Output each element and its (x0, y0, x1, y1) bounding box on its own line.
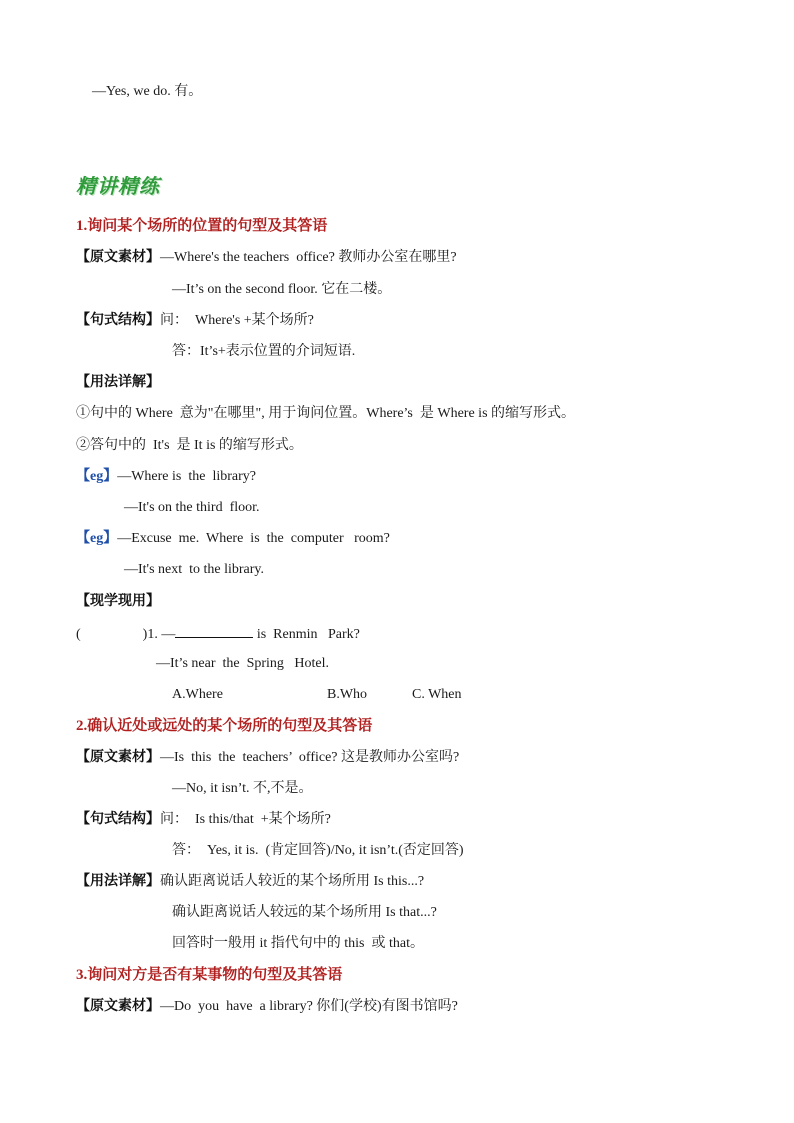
source-label: 【原文素材】 (76, 999, 160, 1014)
option-b: B.Who (327, 687, 368, 702)
question-rest: is Renmin Park? (253, 627, 360, 642)
source-question: —Do you have a library? 你们(学校)有图书馆吗? (160, 999, 458, 1014)
example-1-line (76, 467, 256, 487)
example-1-question: —Where is the library? (117, 469, 256, 484)
example-1-answer: —It's on the third floor. (124, 500, 260, 515)
structure-question: 问： Is this/that +某个场所? (160, 812, 331, 827)
question-number: )1. — (142, 627, 176, 642)
usage-point-2: ②答句中的 It's 是 It is 的缩写形式。 (76, 438, 303, 453)
source-answer: —No, it isn’t. 不,不是。 (172, 781, 313, 796)
s2-heading: 2.确认近处或远处的某个场所的句型及其答语 (76, 718, 373, 734)
s2-usage-line (76, 872, 424, 892)
practice-answer: —It’s near the Spring Hotel. (156, 656, 330, 671)
usage-label: 【用法详解】 (76, 874, 160, 889)
example-2-line (76, 529, 390, 549)
eg-label: 【eg】 (76, 531, 118, 546)
source-label: 【原文素材】 (76, 250, 160, 265)
s1-source-line (76, 248, 457, 268)
structure-answer: 答： Yes, it is. (肯定回答)/No, it isn’t.(否定回答) (172, 843, 464, 858)
structure-question: 问： Where's +某个场所? (160, 313, 314, 328)
s3-heading: 3.询问对方是否有某事物的句型及其答语 (76, 967, 343, 983)
s1-heading: 1.询问某个场所的位置的句型及其答语 (76, 218, 328, 234)
answer-paren-open: ( (76, 627, 81, 642)
s3-source-line (76, 997, 458, 1017)
structure-label: 【句式结构】 (76, 812, 160, 827)
source-question: —Where's the teachers office? 教师办公室在哪里? (160, 250, 457, 265)
source-label: 【原文素材】 (76, 750, 160, 765)
usage-point-3: 回答时一般用 it 指代句中的 this 或 that。 (172, 936, 424, 951)
structure-answer: 答：It’s+表示位置的介词短语. (172, 344, 356, 359)
fill-blank[interactable] (175, 623, 253, 638)
usage-point-1: 确认距离说话人较近的某个场所用 Is this...? (160, 874, 425, 889)
structure-label: 【句式结构】 (76, 313, 160, 328)
eg-label: 【eg】 (76, 469, 118, 484)
source-question: —Is this the teachers’ office? 这是教师办公室吗? (160, 750, 460, 765)
s2-structure-line (76, 810, 331, 830)
dialog-answer: —Yes, we do. 有。 (92, 84, 203, 99)
example-2-question: —Excuse me. Where is the computer room? (117, 531, 390, 546)
s2-source-line (76, 748, 459, 768)
usage-label: 【用法详解】 (76, 375, 160, 390)
section-title: 精讲精练 (76, 174, 160, 198)
option-c: C. When (412, 687, 462, 702)
source-answer: —It’s on the second floor. 它在二楼。 (172, 282, 392, 297)
s1-structure-line (76, 311, 314, 331)
practice-label: 【现学现用】 (76, 594, 160, 609)
example-2-answer: —It's next to the library. (124, 562, 265, 577)
option-a: A.Where (172, 687, 223, 702)
usage-point-2: 确认距离说话人较远的某个场所用 Is that...? (172, 905, 437, 920)
usage-point-1: ①句中的 Where 意为"在哪里", 用于询问位置。Where’s 是 Where is 的缩写形式。 (76, 406, 576, 421)
practice-question (76, 623, 360, 645)
